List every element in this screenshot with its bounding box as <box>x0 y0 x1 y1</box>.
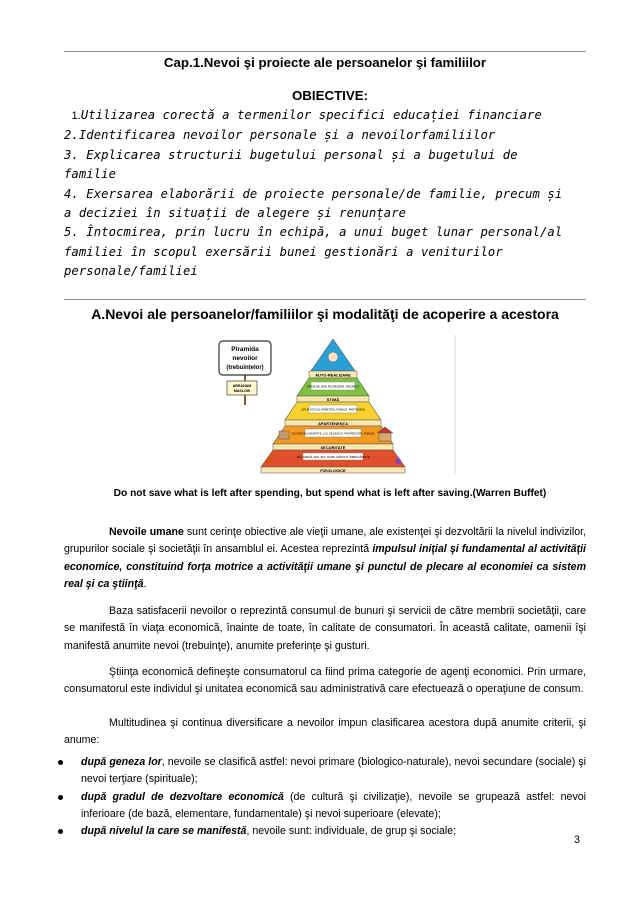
objective-number: 1. <box>71 110 81 122</box>
svg-text:(trebuințelor): (trebuințelor) <box>226 365 264 371</box>
maslow-pyramid-illustration <box>205 335 457 475</box>
objective-item-continued: familie <box>64 167 117 182</box>
level-label: FIZIOLOGICE <box>320 467 346 473</box>
paragraph-human-needs: Nevoile umane sunt cerinţe obiective ale vieţii umane, ale existenţei şi dezvoltării la nivelul indivizilor, grupurilor sociale şi societăţii în ansamblul ei. Acestea reprezintă impulsul iniţial şi fundamental al activităţii economice, constituind forţa motrice a activităţii umane şi punctul de plecare al economiei ca sistem real şi ca ştiinţă. <box>64 526 586 590</box>
list-item: după geneza lor, nevoile se clasifică astfel: nevoi primare (biologico-naturale), nevoi secundare (sociale) şi nevoi terţiare (spirituale); <box>64 754 586 789</box>
level-desc: APĂ, HRANĂ, AER, SEX, SOMN, ADĂPOST, ÎMBRĂCĂMINTE <box>296 455 370 459</box>
bed-icon <box>395 458 401 464</box>
svg-text:nevoilor: nevoilor <box>232 355 258 362</box>
warren-buffet-quote: Do not save what is left after spending, but spend what is left after saving.(Warren Buffet) <box>113 488 547 499</box>
maslow-note <box>227 381 257 395</box>
pyramid-sign-text: Piramida <box>231 346 259 353</box>
person-icon <box>328 352 338 362</box>
level-desc: GRUP SOCIAL (PRIETENI, FAMILIE, PARTENER) <box>301 407 365 412</box>
level-label: SECURITATE <box>320 444 346 450</box>
section-a-title: A.Nevoi ale persoanelor/familiilor şi modalităţi de acoperire a acestora <box>91 306 559 322</box>
food-icon <box>266 458 272 464</box>
list-item: după nivelul la care se manifestă, nevoile sunt: individuale, de grup şi sociale; <box>64 823 586 840</box>
list-item: după gradul de dezvoltare economică (de cultură şi civilizaţie), nevoile se grupează astfel: nevoi inferioare (de bază, elementare, fundamentale) şi nevoi superioare (elevate); <box>64 789 586 824</box>
level-desc: STIMA DE SINE ÎNCREDERE, RESPECT <box>306 384 360 389</box>
objective-item-continued: familiei în scopul exersării bunei gestionări a veniturilor <box>64 244 503 259</box>
objective-item <box>64 106 594 126</box>
level-label: AUTO-REALIZARE <box>315 372 351 378</box>
objective-item-continued: personale/familiei <box>64 264 198 279</box>
objective-item: 5. Întocmirea, prin lucru în echipă, a unui buget lunar personal/al <box>64 225 563 240</box>
section-rule <box>64 299 586 300</box>
objectives-list <box>64 106 594 282</box>
level-label: STIMĂ <box>326 396 340 402</box>
chapter-title: Cap.1.Nevoi şi proiecte ale persoanelor şi familiilor <box>163 55 487 70</box>
level-desc: SIGURANȚA (SĂNĂTATE, LOC DE MUNCĂ, PROPRIETATE, FAMILIE) <box>291 432 375 436</box>
objective-text: Utilizarea corectă a termenilor specifici educației financiare <box>80 108 542 122</box>
objective-item: 2.Identificarea nevoilor personale și a nevoilorfamiliilor <box>64 128 496 143</box>
objective-item: 4. Exersarea elaborării de proiecte personale/de familie, precum și <box>64 186 563 201</box>
objectives-heading: OBIECTIVE: <box>291 88 369 103</box>
term-needs: Nevoile umane <box>109 526 184 538</box>
emphasis-text: impulsul iniţial şi fundamental al activităţii economice, constituind forţa motrice a activităţii umane şi punctul de plecare al economiei ca sistem real şi ca ştiinţă <box>64 543 586 590</box>
top-rule <box>64 51 586 52</box>
paragraph-consumption: Baza satisfacerii nevoilor o reprezintă consumul de bunuri şi servicii de către membrii societăţii, care se manifestă în viaţa economică, înainte de toate, în calitate de consumatori. În această calitate, oamenii îşi manifestă anumite nevoi (trebuinţe), anumite preferinţe şi gusturi. <box>64 605 586 652</box>
paragraph-classification: Multitudinea şi continua diversificare a nevoilor impun clasificarea acestora după anumite criterii, şi anume: <box>64 717 586 747</box>
paragraph-consumer: Ştiinţa economică defineşte consumatorul ca fiind prima categorie de agenţi economici. Prin urmare, consumatorul este individul şi unitatea economică sau administrativă care efectuează o operaţiune de consum. <box>64 666 586 696</box>
classification-list <box>64 754 586 840</box>
objective-item-continued: a deciziei în situații de alegere și renunțare <box>64 206 407 221</box>
house-icon <box>279 431 289 439</box>
svg-text:MASLOW: MASLOW <box>233 389 251 393</box>
objective-item: 3. Explicarea structurii bugetului personal și a bugetului de <box>64 147 518 162</box>
page-number: 3 <box>574 834 580 846</box>
level-label: APARTENENȚA <box>318 420 348 426</box>
svg-text:ABRAHAM: ABRAHAM <box>232 384 252 388</box>
